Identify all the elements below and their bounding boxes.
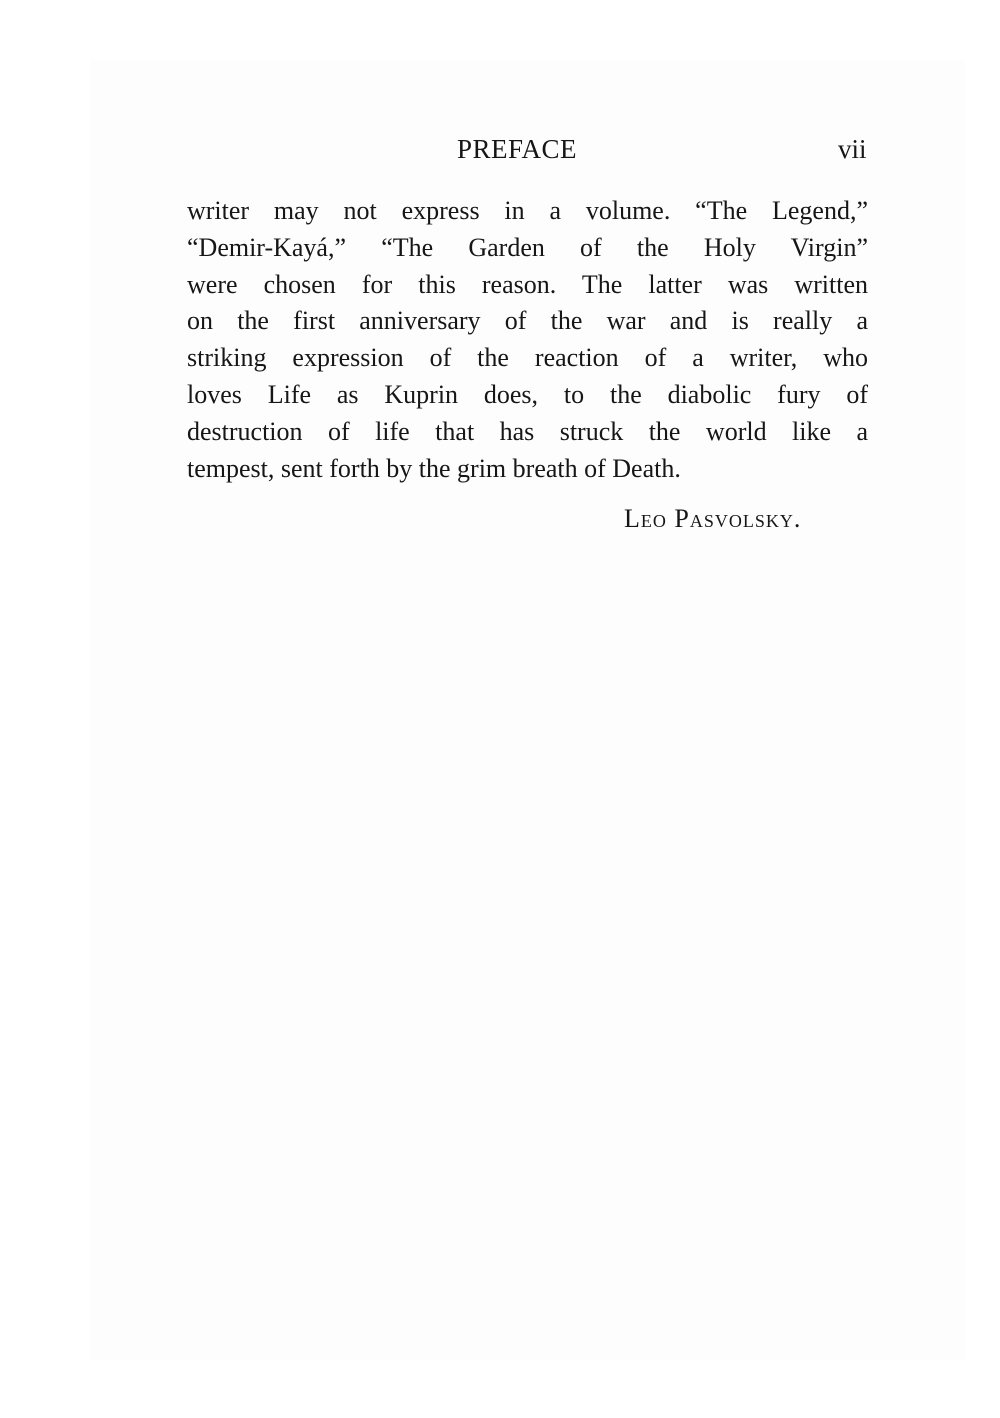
text-line: destruction of life that has struck the world like a [187, 416, 868, 446]
text-line: “Demir-Kayá,” “The Garden of the Holy Virgin” [187, 232, 868, 262]
text-line: on the first anniversary of the war and is really a [187, 306, 868, 336]
page-header [0, 134, 1000, 170]
body-paragraph [187, 193, 868, 487]
running-title: PREFACE [457, 134, 578, 164]
text-line: were chosen for this reason. The latter was written [187, 269, 868, 299]
text-line: tempest, sent forth by the grim breath of Death. [187, 453, 681, 483]
text-line: loves Life as Kuprin does, to the diabolic fury of [187, 379, 868, 409]
text-line: striking expression of the reaction of a writer, who [187, 343, 868, 373]
text-line: writer may not express in a volume. “The Legend,” [187, 196, 868, 225]
author-signature: Leo Pasvolsky. [624, 504, 802, 533]
page-number: vii [838, 134, 867, 164]
